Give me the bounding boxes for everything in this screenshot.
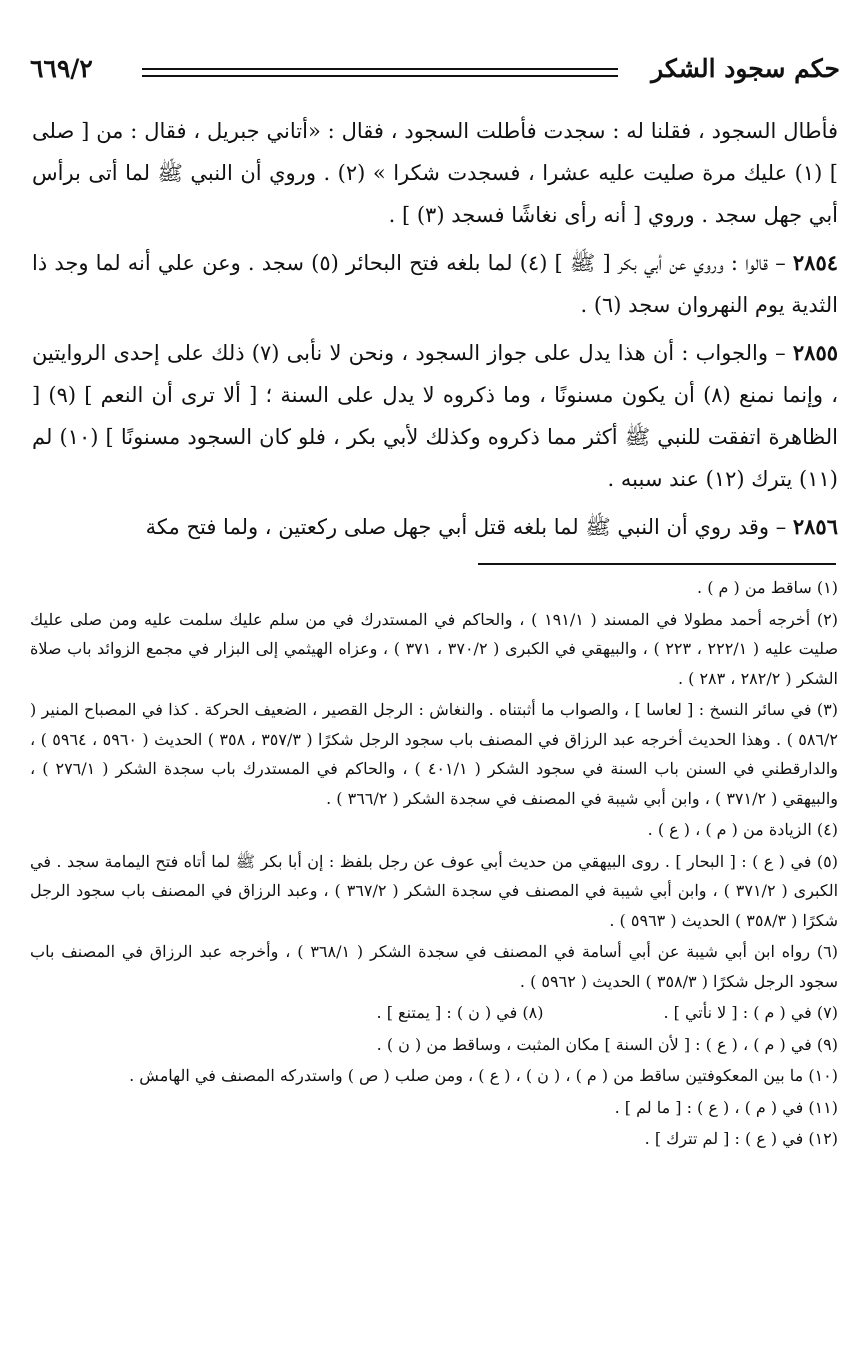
paragraph-continued: فأطال السجود ، فقلنا له : سجدت فأطلت السجود ، فقال : «أتاني جبريل ، فقال : من [ صلى ] (١) عليك مرة صليت عليه عشرا ، فسجدت شكرا » (٢) . وروي أن النبي ﷺ لما أتى برأس أبي جهل سجد . وروي [ أنه رأى نغاشًا فسجد (٣) ] . (32, 119, 839, 227)
footnote-10: (١٠) ما بين المعكوفتين ساقط من ( م ) ، ( ن ) ، ( ع ) ، ومن صلب ( ص ) واستدركه المصنف في الهامش . (129, 1066, 838, 1085)
paragraph-2856 (32, 506, 838, 548)
paragraph-number: ٢٨٥٥ (792, 340, 839, 365)
paragraph-2855 (32, 332, 838, 500)
chapter-title: حكم سجود الشكر (651, 54, 840, 83)
header-double-rule (142, 68, 618, 77)
footnote-6: (٦) رواه ابن أبي شيبة عن أبي أسامة في المصنف في سجدة الشكر ( ٣٦٨/١ ) ، وأخرجه عبد الرزاق في المصنف باب سجود الرجل شكرًا ( ٣٥٨/٣ ) الحديث ( ٥٩٦٢ ) . (30, 942, 838, 991)
paragraph-text: – والجواب : أن هذا يدل على جواز السجود ، ونحن لا نأبى (٧) ذلك على إحدى الروايتين ، وإنما نمنع (٨) أن يكون مسنونًا ، وما ذكروه لا يدل على السنة ؛ [ ألا ترى أن النعم ] (٩) [ الظاهرة اتفقت للنبي ﷺ أكثر مما ذكروه وكذلك لأبي بكر ، فلو كان السجود مسنونًا ] (١٠) لم (١١) يترك (١٢) عند سببه . (32, 341, 839, 491)
paragraph-text: – وقد روي أن النبي ﷺ لما بلغه قتل أبي جهل صلى ركعتين ، ولما فتح مكة (145, 515, 793, 539)
paragraph-2854 (32, 242, 838, 326)
page-number: ٦٦٩/٢ (30, 54, 93, 83)
footnote-9: (٩) في ( م ) ، ( ع ) : [ لأن السنة ] مكان المثبت ، وساقط من ( ن ) . (376, 1034, 838, 1054)
footnote-7: (٧) في ( م ) : [ لا نأتي ] . (663, 1003, 838, 1022)
running-header (30, 54, 840, 94)
footnote-1: (١) ساقط من ( م ) . (697, 578, 838, 597)
footnote-11: (١١) في ( م ) ، ( ع ) : [ ما لم ] . (614, 1097, 838, 1117)
paragraph-number: ٢٨٥٤ (792, 250, 839, 275)
paragraph-number: ٢٨٥٦ (792, 514, 838, 539)
footnote-5: (٥) في ( ع ) : [ البحار ] . روى البيهقي من حديث أبي عوف عن رجل بلفظ : إن أبا بكر ﷺ لما أتاه فتح اليمامة سجد . في الكبرى ( ٣٧١/٢ ) ، وابن أبي شيبة في المصنف في سجدة الشكر ( ٣٦٧/٢ ) ، وعبد الرزاق في المصنف باب سجود الرجل شكرًا ( ٣٥٨/٣ ) الحديث ( ٥٩٦٣ ) . (30, 851, 839, 930)
footnote-row-7-8 (30, 998, 838, 1028)
footnote-8: (٨) في ( ن ) : [ يمتنع ] . (376, 1003, 544, 1022)
paragraph-text: – قالوا : وروي عن أبي بكر [ ﷺ ] (٤) لما بلغه فتح البحائر (٥) سجد . وعن علي أنه لما وجد ذا الثدية يوم النهروان سجد (٦) . (32, 251, 838, 317)
footnotes (30, 573, 838, 1156)
footnote-12: (١٢) في ( ع ) : [ لم تترك ] . (644, 1129, 838, 1148)
main-text (32, 110, 838, 554)
footnote-3: (٣) في سائر النسخ : [ لعاسا ] ، والصواب ما أثبتناه . والنغاش : الرجل القصير ، الضعيف الحركة . كذا في المصباح المنير ( ٥٨٦/٢ ) . وهذا الحديث أخرجه عبد الرزاق في المصنف باب سجود الرجل شكرًا ( ٣٥٧/٣ ، ٣٥٨ ) الحديث ( ٥٩٦٠ ، ٥٩٦٤ ) ، والدارقطني في السنن باب السنة في سجود الشكر ( ٤٠١/١ ) ، والحاكم في المستدرك باب سجدة الشكر ( ٢٧٦/١ ) ، والبيهقي ( ٣٧١/٢ ) ، وابن أبي شيبة في المصنف في سجدة الشكر ( ٣٦٦/٢ ) . (30, 700, 839, 808)
footnote-4: (٤) الزيادة من ( م ) ، ( ع ) . (647, 820, 838, 839)
footnote-2: (٢) أخرجه أحمد مطولا في المسند ( ١٩١/١ ) ، والحاكم في المستدرك في من سلم عليك سلمت عليه ومن صلى عليك صليت عليه ( ٢٢٢/١ ، ٢٢٣ ) ، والبيهقي في الكبرى ( ٣٧٠/٢ ، ٣٧١ ) ، وعزاه الهيثمي إلى البزار في مجمع الزوائد باب صلاة الشكر ( ٢٨٢/٢ ، ٢٨٣ ) . (30, 609, 839, 688)
footnote-separator (478, 563, 836, 565)
